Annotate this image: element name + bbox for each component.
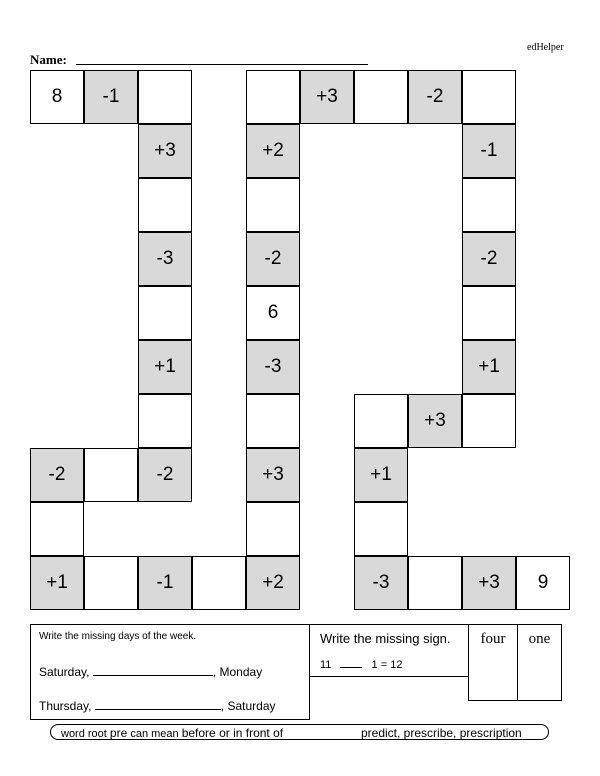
maze-blank-cell[interactable] xyxy=(84,556,138,610)
maze-blank-cell[interactable] xyxy=(462,70,516,124)
days-instruction: Write the missing days of the week. xyxy=(39,631,197,642)
days-line-2-end: , Saturday xyxy=(220,699,276,713)
maze-blank-cell[interactable] xyxy=(138,394,192,448)
maze-blank-cell[interactable] xyxy=(246,502,300,556)
maze-blank-cell[interactable] xyxy=(138,286,192,340)
maze-cell-25: +2 xyxy=(246,124,300,178)
days-line-1 xyxy=(39,665,262,679)
root-examples: predict, prescribe, prescription xyxy=(361,726,522,740)
brand-label: edHelper xyxy=(527,42,564,53)
maze-blank-cell[interactable] xyxy=(246,178,300,232)
days-line-1-start: Saturday, xyxy=(39,665,90,679)
maze-cell-15: -1 xyxy=(138,556,192,610)
maze-cell-35: +1 xyxy=(462,340,516,394)
maze-blank-cell[interactable] xyxy=(84,448,138,502)
maze-cell-33: -2 xyxy=(462,232,516,286)
maze-cell-9: -2 xyxy=(138,448,192,502)
root-prefix: word root xyxy=(61,728,107,740)
maze-blank-cell[interactable] xyxy=(408,556,462,610)
maze-blank-cell[interactable] xyxy=(354,502,408,556)
days-answer-1[interactable] xyxy=(93,675,213,676)
maze-blank-cell[interactable] xyxy=(246,70,300,124)
name-label: Name: xyxy=(30,52,67,67)
days-answer-2[interactable] xyxy=(95,709,221,710)
maze-cell-17: +2 xyxy=(246,556,300,610)
sign-answer[interactable] xyxy=(340,667,362,668)
sign-box xyxy=(309,624,469,677)
maze-cell-39: +1 xyxy=(354,448,408,502)
root-can-mean: can mean xyxy=(130,728,179,740)
maze-blank-cell[interactable] xyxy=(462,394,516,448)
root-meaning: before or in front of xyxy=(181,726,284,740)
maze-cell-0: 8 xyxy=(30,70,84,124)
maze-blank-cell[interactable] xyxy=(354,70,408,124)
word-root-banner xyxy=(50,724,549,740)
maze-blank-cell[interactable] xyxy=(138,70,192,124)
maze-blank-cell[interactable] xyxy=(138,178,192,232)
maze-blank-cell[interactable] xyxy=(462,178,516,232)
sign-instruction: Write the missing sign. xyxy=(320,631,451,646)
maze-cell-19: +3 xyxy=(246,448,300,502)
sign-left: 11 xyxy=(320,659,332,671)
word-box-1 xyxy=(468,624,518,701)
maze-cell-3: +3 xyxy=(138,124,192,178)
days-box xyxy=(30,624,310,720)
days-line-2 xyxy=(39,699,276,713)
sign-equation xyxy=(320,659,402,671)
maze-cell-31: -1 xyxy=(462,124,516,178)
maze-cell-22: 6 xyxy=(246,286,300,340)
root-word: pre xyxy=(109,726,128,740)
maze-blank-cell[interactable] xyxy=(192,556,246,610)
maze-blank-cell[interactable] xyxy=(354,394,408,448)
sign-right: 1 = 12 xyxy=(371,659,403,671)
maze-cell-27: +3 xyxy=(300,70,354,124)
maze-cell-29: -2 xyxy=(408,70,462,124)
maze-cell-41: -3 xyxy=(354,556,408,610)
maze-blank-cell[interactable] xyxy=(246,394,300,448)
word-box-2 xyxy=(517,624,562,701)
maze-cell-5: -3 xyxy=(138,232,192,286)
maze-blank-cell[interactable] xyxy=(462,286,516,340)
maze-cell-23: -2 xyxy=(246,232,300,286)
word-1: four xyxy=(480,631,506,647)
days-line-1-end: , Monday xyxy=(212,665,263,679)
word-2: one xyxy=(528,631,551,647)
maze-cell-43: +3 xyxy=(462,556,516,610)
maze-cell-21: -3 xyxy=(246,340,300,394)
maze-blank-cell[interactable] xyxy=(30,502,84,556)
maze-cell-13: +1 xyxy=(30,556,84,610)
maze-cell-44: 9 xyxy=(516,556,570,610)
maze-cell-1: -1 xyxy=(84,70,138,124)
name-line[interactable] xyxy=(76,64,368,65)
maze-cell-37: +3 xyxy=(408,394,462,448)
maze-cell-7: +1 xyxy=(138,340,192,394)
days-line-2-start: Thursday, xyxy=(39,699,92,713)
maze-cell-11: -2 xyxy=(30,448,84,502)
